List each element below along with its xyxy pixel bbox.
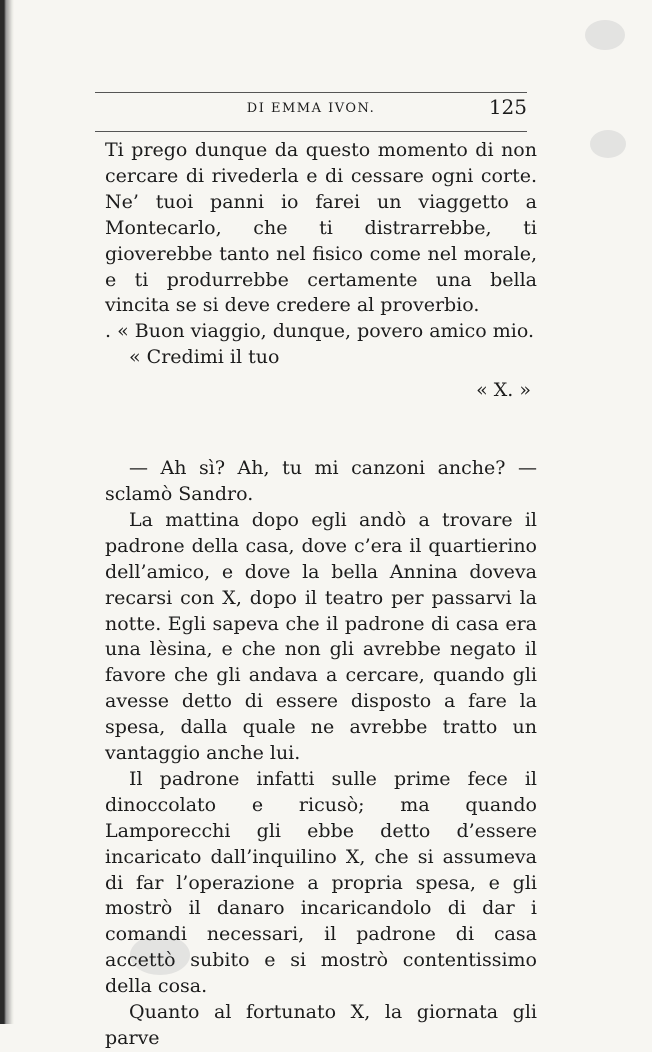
header-rule-bottom (95, 131, 527, 132)
body-text (105, 138, 537, 1052)
paper-stain (590, 130, 626, 158)
narrative-paragraph-1: — Ah sì? Ah, tu mi canzoni anche? — sclamò Sandro. (105, 457, 537, 505)
page-number: 125 (488, 95, 527, 119)
running-head: DI EMMA IVON. (246, 101, 376, 116)
page-header (95, 92, 527, 132)
binding-edge (0, 0, 14, 1024)
narrative-paragraph-3: Il padrone infatti sulle prime fece il dinoccolato e ricusò; ma quando Lamporecchi gli ebbe detto d’essere incaricato dall’inquilino X, che si assumeva di far l’operazione a propria spesa, e gli mostrò il danaro incaricandolo di dar i comandi necessari, il padrone di casa accettò subito e si mostrò contentissimo della cosa. (105, 767, 537, 998)
paper-stain (585, 20, 625, 50)
narrative-paragraph-4: Quanto al fortunato X, la giornata gli parve (105, 1001, 537, 1049)
narrative-paragraph-2: La mattina dopo egli andò a trovare il padrone della casa, dove c’era il quartierino dell’amico, e dove la bella Annina doveva recarsi con X, dopo il teatro per passarvi la notte. Egli sapeva che il padrone di casa era una lèsina, e che non gli avrebbe negato il favore che gli andava a cercare, quando gli avesse detto di essere disposto a fare la spesa, dalla quale ne avrebbe tratto un vantaggio anche lui. (105, 508, 537, 765)
letter-closing: « Credimi il tuo (129, 346, 280, 369)
letter-paragraph-2: . « Buon viaggio, dunque, povero amico mio. (105, 320, 534, 343)
header-rule-top (95, 92, 527, 93)
letter-paragraph-1: Ti prego dunque da questo momento di non cercare di rivederla e di cessare ogni corte. Ne’ tuoi panni io farei un viaggetto a Montecarlo, che ti distrarrebbe, ti gioverebbe tanto nel fisico come nel morale, e ti produrrebbe certamente una bella vincita se si deve credere al proverbio. (105, 139, 537, 317)
letter-signature: « X. » (476, 379, 531, 402)
section-gap (105, 404, 537, 456)
